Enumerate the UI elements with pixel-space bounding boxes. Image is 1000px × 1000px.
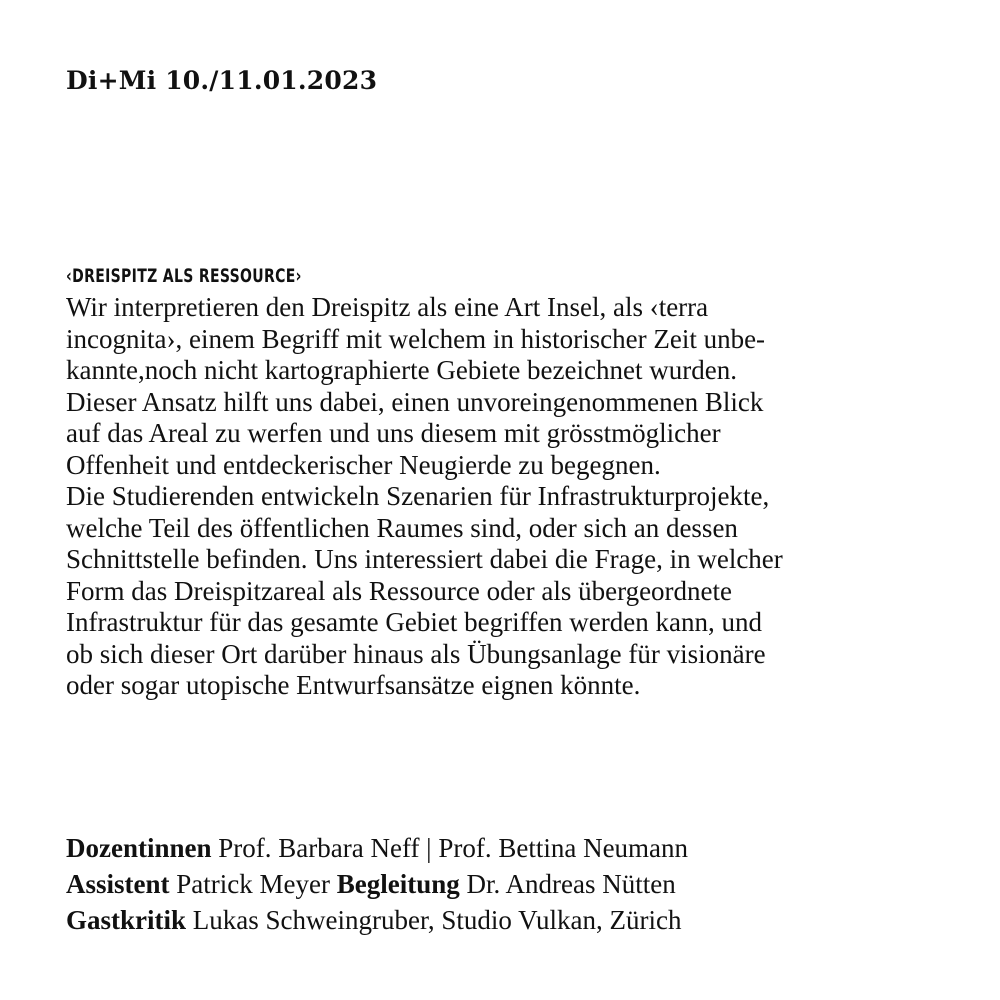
credit-role-label: Gastkritik [66,905,187,935]
section-heading: ‹DREISPITZ ALS RESSOURCE› [66,265,302,287]
body-line: Offenheit und entdeckerischer Neugierde zu begegnen. [66,449,661,480]
body-line: Wir interpretieren den Dreispitz als eine Art Insel, als ‹terra [66,292,709,322]
event-date: Di+Mi 10./11.01.2023 [66,66,378,95]
credit-role-label: Dozentinnen [66,833,212,863]
credit-assistent-begleitung [66,866,946,902]
description-section [66,262,946,702]
body-line: auf das Areal zu werfen und uns diesem mit grösstmöglicher [66,418,721,448]
body-line: kannte,noch nicht kartographierte Gebiete bezeichnet wurden. [66,355,737,385]
body-line: incognita›, einem Begriff mit welchem in historischer Zeit unbe- [66,323,766,354]
credit-role-label: Begleitung [336,869,460,899]
credits-block [66,830,946,938]
credit-gastkritik [66,902,946,938]
body-line: ob sich dieser Ort darüber hinaus als Übungsanlage für visionäre [66,638,766,669]
body-line: oder sogar utopische Entwurfsansätze eignen könnte. [66,670,641,700]
body-line: Infrastruktur für das gesamte Gebiet begriffen werden kann, und [66,607,763,637]
body-line: Die Studierenden entwickeln Szenarien für Infrastrukturprojekte, [66,481,770,511]
credit-dozentinnen [66,830,946,866]
credit-role-label: Assistent [66,869,170,899]
credit-names: Lukas Schweingruber, Studio Vulkan, Zürich [186,905,682,935]
credit-names: Patrick Meyer [169,869,337,899]
body-line: welche Teil des öffentlichen Raumes sind, oder sich an dessen [66,512,738,543]
body-line: Form das Dreispitzareal als Ressource oder als übergeordnete [66,575,733,606]
body-line: Schnittstelle befinden. Uns interessiert dabei die Frage, in welcher [66,544,783,574]
credit-names: Prof. Barbara Neff | Prof. Bettina Neumann [211,833,689,863]
body-line: Dieser Ansatz hilft uns dabei, einen unvoreingenommenen Blick [66,386,764,417]
credit-names: Dr. Andreas Nütten [459,869,676,899]
